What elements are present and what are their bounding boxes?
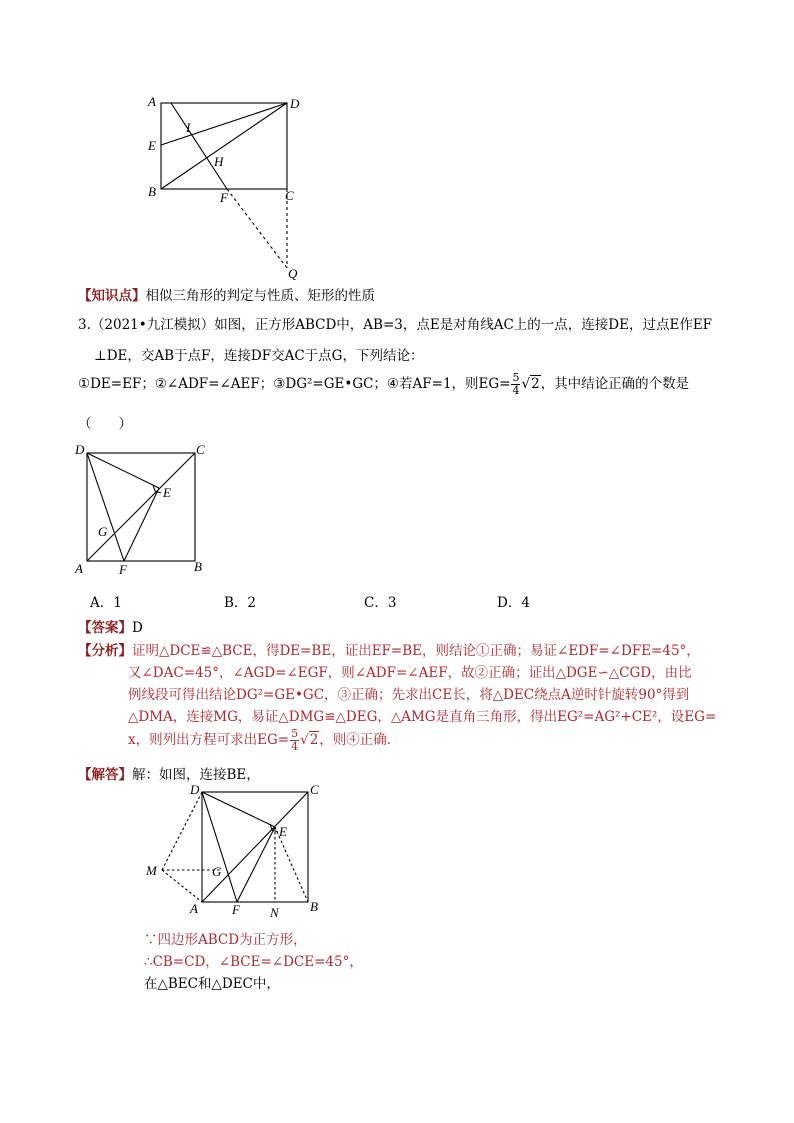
label-b: B [194, 559, 202, 574]
question-line-3: ①DE=EF；②∠ADF=∠AEF；③DG²=GE•GC；④若AF=1，则EG= $\frac{5}{4}$ √2，其中结论正确的个数是 [78, 371, 690, 397]
solution-step-2: ∴CB=CD，∠BCE=∠DCE=45°， [144, 954, 363, 970]
analysis-line-4: △DMA，连接MG，易证△DMG≌△DEG，△AMG是直角三角形，得出EG²=AG²+CE²，设EG= [128, 709, 717, 725]
knowledge-text: 相似三角形的判定与性质、矩形的性质 [145, 288, 375, 304]
label-d: D [290, 96, 300, 111]
sqrt-value: 2 [309, 732, 319, 748]
dashed-fq [227, 189, 287, 268]
option-c: C．3 [364, 595, 397, 611]
line-de [202, 792, 275, 827]
line-ef [237, 827, 275, 902]
question-text-3a: ①DE=EF；②∠ADF=∠AEF；③DG²=GE•GC；④若AF=1，则EG= [78, 376, 511, 392]
label-g: G [98, 524, 108, 539]
fraction: $\frac{5}{4}$ [291, 727, 299, 753]
figure-square-abcd [70, 440, 210, 580]
figure-rectangle-abcd [140, 92, 310, 282]
diagonal-ac [87, 453, 195, 561]
line-de [87, 453, 159, 488]
label-h: H [214, 154, 224, 169]
option-b: B．2 [224, 595, 257, 611]
label-i: I [186, 120, 191, 135]
analysis-line-5: x，则列出方程可求出EG= $\frac{5}{4}$ √2，则④正确． [128, 727, 401, 753]
label-b: B [148, 184, 156, 199]
label-e: E [148, 138, 156, 153]
knowledge-tag: 【知识点】 [78, 288, 146, 304]
diagonal-ac [202, 792, 308, 902]
label-d: D [75, 442, 85, 457]
analysis-text-1: 证明△DCE≌△BCE，得DE=BE，证出EF=BE，则结论①正确；易证∠EDF=∠DFE=45°， [132, 643, 700, 659]
line-ed [161, 103, 287, 145]
label-a: A [190, 901, 198, 916]
analysis-line-2: 又∠DAC=45°，∠AGD=∠EGF，则∠ADF=∠AEF，故②正确；证出△DGE∽△CGD，由比 [128, 665, 692, 681]
label-e: E [163, 485, 171, 500]
analysis-tag: 【分析】 [78, 643, 132, 659]
label-m: M [146, 863, 157, 878]
label-c: C [196, 442, 205, 457]
label-c: C [285, 188, 294, 203]
option-d: D．4 [497, 595, 530, 611]
analysis-text-5b: ，则④正确． [319, 732, 401, 748]
label-q: Q [288, 266, 298, 281]
label-n: N [270, 905, 279, 920]
solution-intro-text: 解：如图，连接BE， [132, 767, 260, 783]
solution-step-3: 在△BEC和△DEC中， [144, 976, 280, 992]
label-f: F [220, 190, 228, 205]
knowledge-point [78, 284, 375, 304]
answer [78, 616, 143, 636]
solution-step-1: ∵四边形ABCD为正方形， [144, 932, 307, 948]
sqrt-value: 2 [531, 376, 540, 392]
question-text-1: 如图，正方形ABCD中，AB=3，点E是对角线AC上的一点，连接DE，过点E作EF [214, 317, 713, 333]
answer-tag: 【答案】 [78, 620, 132, 636]
answer-paren: （ ） [78, 416, 132, 432]
analysis-line-3: 例线段可得出结论DG²=GE•GC，③正确；先求出CE长，将△DEC绕点A逆时针旋转90°得到 [128, 687, 690, 703]
label-b: B [310, 899, 318, 914]
question-text-3b: ，其中结论正确的个数是 [540, 376, 690, 392]
line-ef [124, 488, 159, 561]
line-df [87, 453, 124, 561]
dashed-ma [162, 870, 202, 902]
label-f: F [232, 902, 240, 917]
question-line-2: ⊥DE，交AB于点F，连接DF交AC于点G，下列结论： [94, 348, 424, 364]
fraction: $\frac{5}{4}$ [512, 371, 520, 397]
question-number: 3. [78, 317, 91, 333]
label-g: G [212, 864, 222, 879]
dashed-md [162, 792, 202, 870]
question-line-1 [78, 313, 712, 333]
figure-square-rotation [140, 780, 330, 922]
solution-tag: 【解答】 [78, 767, 132, 783]
question-source: （2021•九江模拟） [90, 317, 215, 333]
label-f: F [119, 562, 127, 577]
analysis-text-5a: x，则列出方程可求出EG= [128, 732, 290, 748]
label-e: E [279, 824, 287, 839]
analysis-line-1 [78, 639, 700, 659]
label-d: D [190, 782, 200, 797]
line-df [202, 792, 237, 902]
option-a: A．1 [90, 595, 122, 611]
label-a: A [75, 561, 83, 576]
label-c: C [310, 782, 319, 797]
answer-value: D [132, 620, 143, 636]
label-a: A [148, 94, 156, 109]
